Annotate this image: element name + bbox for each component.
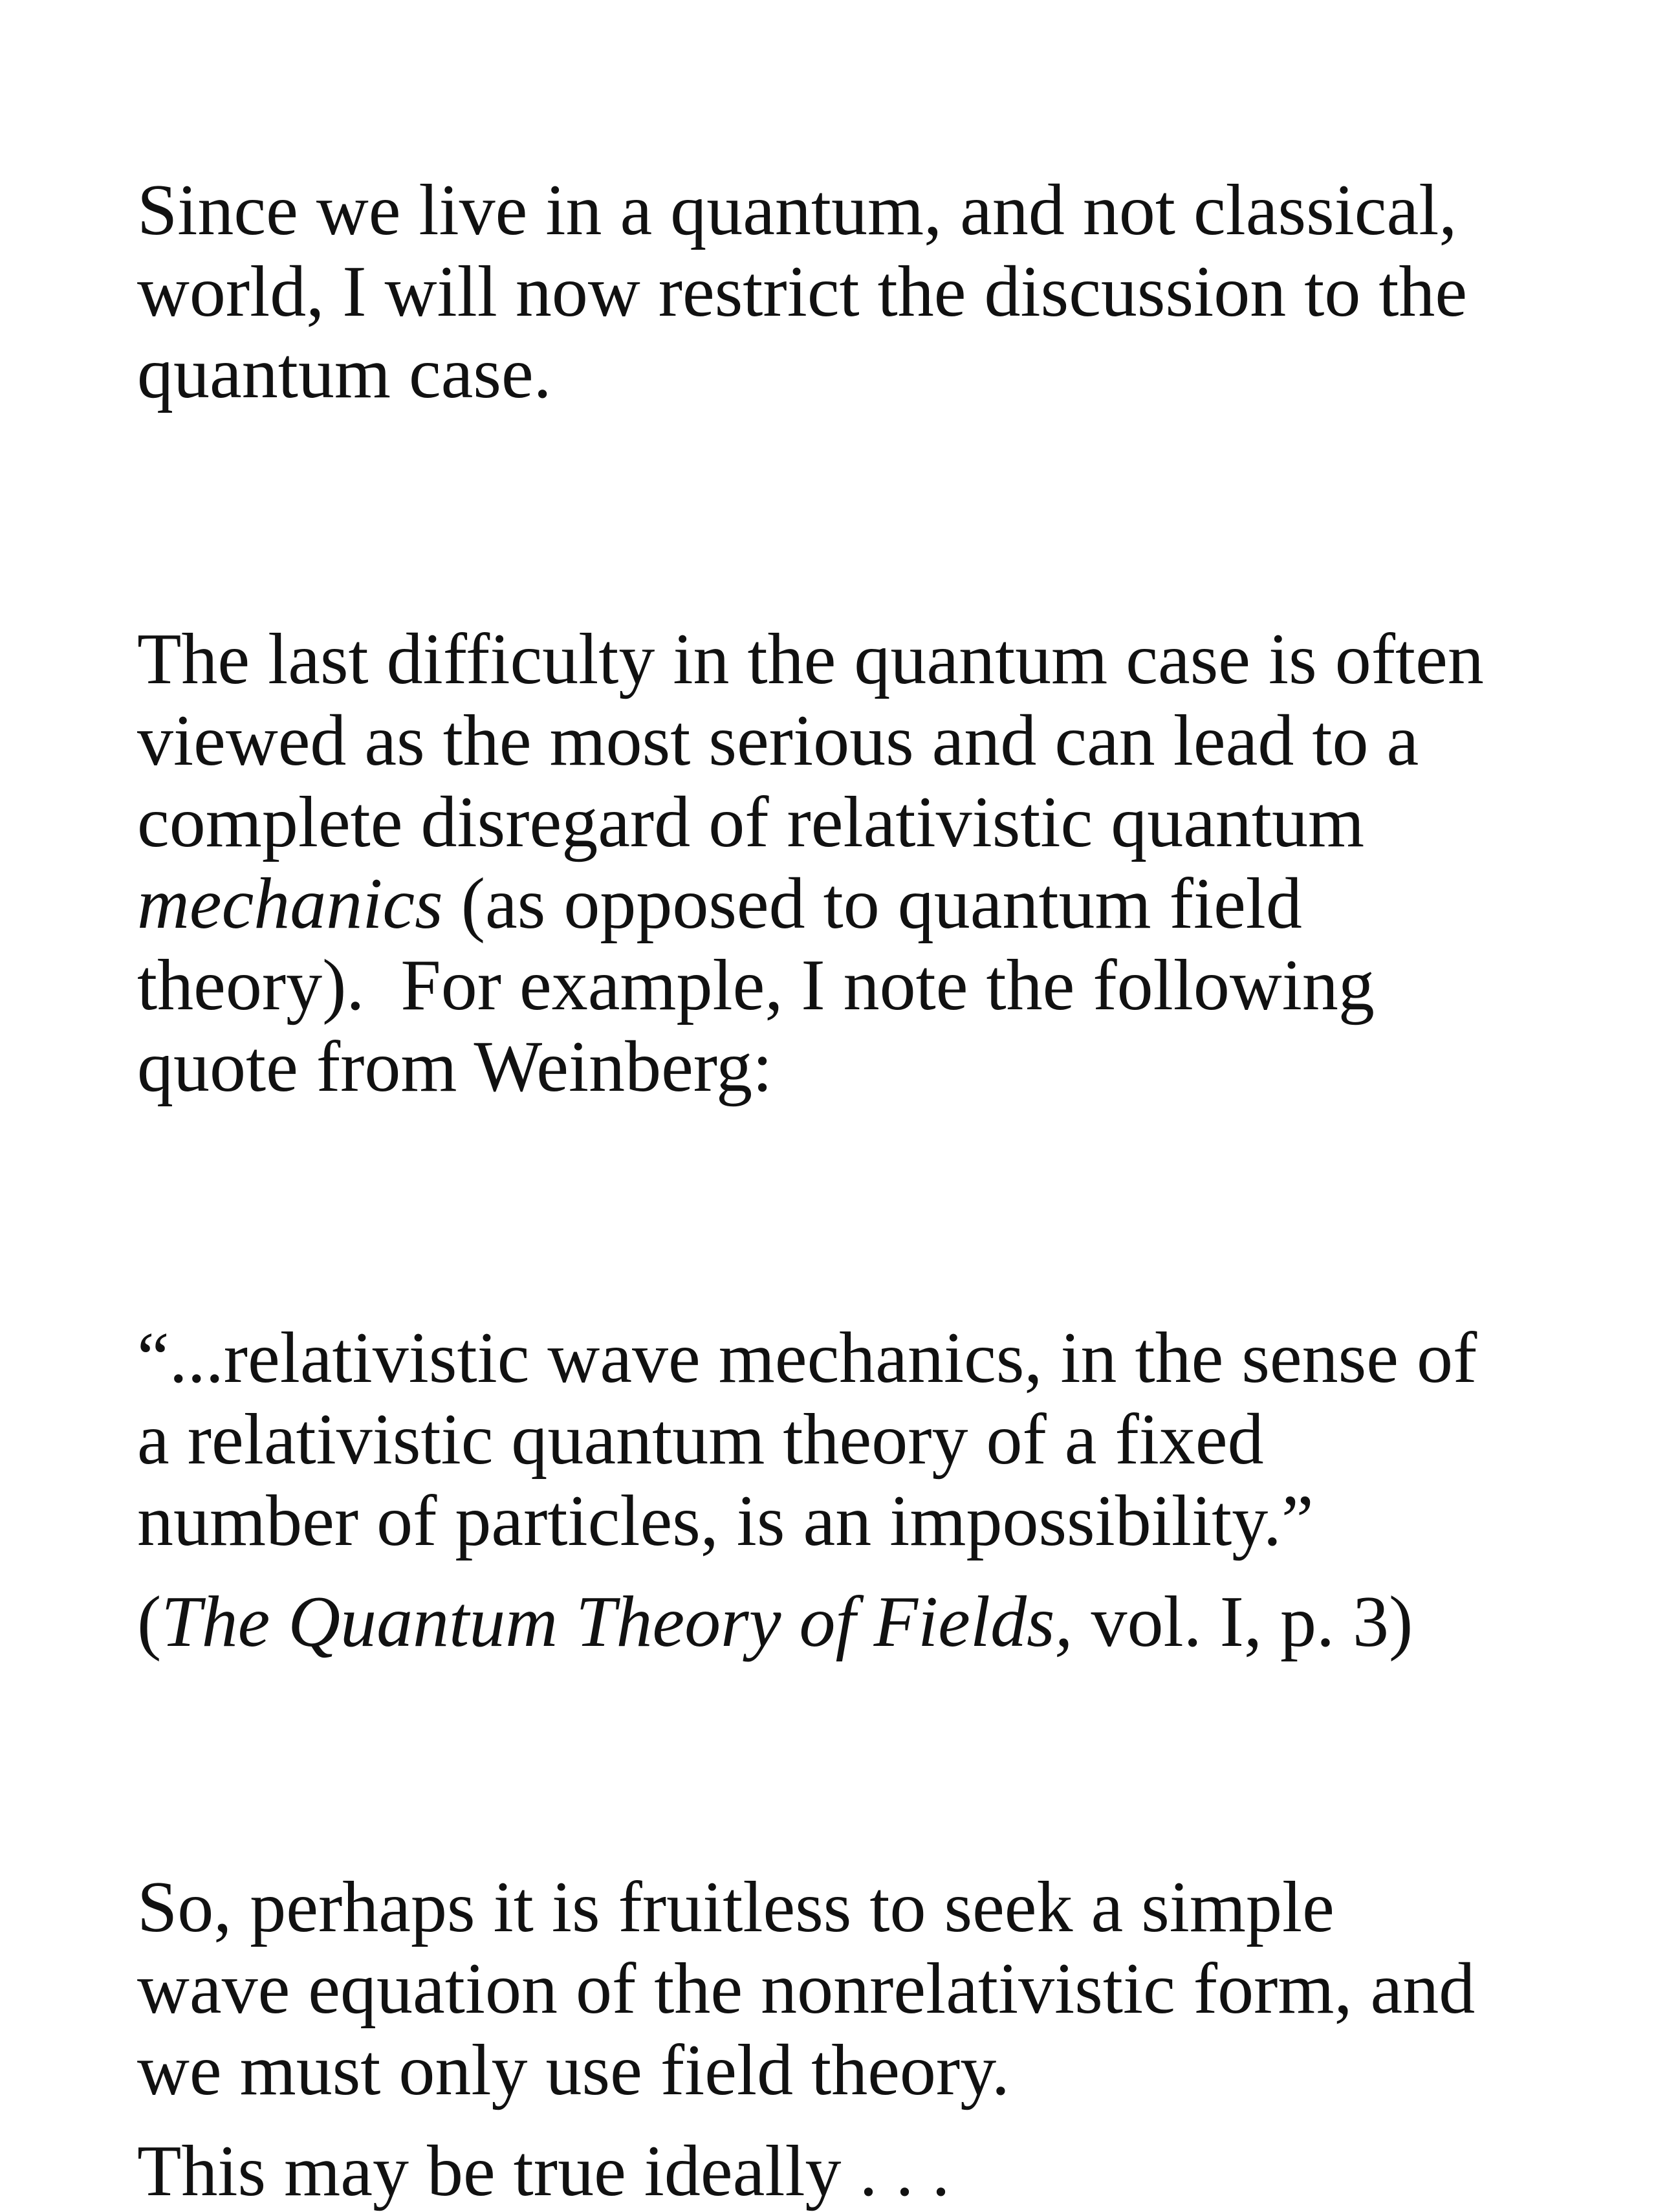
text-line: wave equation of the nonrelativistic form, and <box>137 1949 1476 2029</box>
citation <box>137 1581 1586 1663</box>
paragraph-gap <box>137 2111 1586 2130</box>
quote-line: number of particles, is an impossibility.” <box>137 1481 1314 1561</box>
document-page <box>137 170 1586 2212</box>
text-line: theory). For example, I note the following <box>137 945 1375 1025</box>
citation-open-paren: ( <box>137 1582 162 1662</box>
paragraph-gap <box>137 414 1586 619</box>
italic-word-mechanics: mechanics <box>137 864 443 944</box>
text-line-mixed <box>137 863 1586 945</box>
text-line: we must only use field theory. <box>137 2030 1010 2110</box>
text-line: viewed as the most serious and can lead to a <box>137 701 1419 781</box>
text-line: quote from Weinberg: <box>137 1027 773 1107</box>
text-line: So, perhaps it is fruitless to seek a simple <box>137 1867 1335 1947</box>
paragraph-gap <box>137 1663 1586 1867</box>
citation-title: The Quantum Theory of Fields, <box>161 1582 1073 1662</box>
text-line: world, I will now restrict the discussion to the <box>137 252 1468 332</box>
text-line: quantum case. <box>137 333 552 413</box>
paragraph-gap <box>137 1108 1586 1317</box>
text-line: This may be true ideally . . . <box>137 2131 950 2211</box>
weinberg-quote <box>137 1317 1586 1562</box>
paragraph-difficulty <box>137 619 1586 1108</box>
citation-rest: vol. I, p. 3) <box>1073 1582 1413 1662</box>
paragraph-gap <box>137 1562 1586 1581</box>
text-segment: (as opposed to quantum field <box>442 864 1302 944</box>
quote-line: a relativistic quantum theory of a fixed <box>137 1399 1264 1480</box>
citation-line <box>137 1581 1586 1663</box>
text-line: complete disregard of relativistic quantum <box>137 782 1365 862</box>
paragraph-conclusion <box>137 1867 1586 2111</box>
paragraph-final <box>137 2130 1586 2212</box>
paragraph-intro <box>137 170 1586 414</box>
text-line: Since we live in a quantum, and not classical, <box>137 170 1457 250</box>
text-line: The last difficulty in the quantum case is often <box>137 619 1484 699</box>
quote-line: “...relativistic wave mechanics, in the sense of <box>137 1318 1477 1398</box>
